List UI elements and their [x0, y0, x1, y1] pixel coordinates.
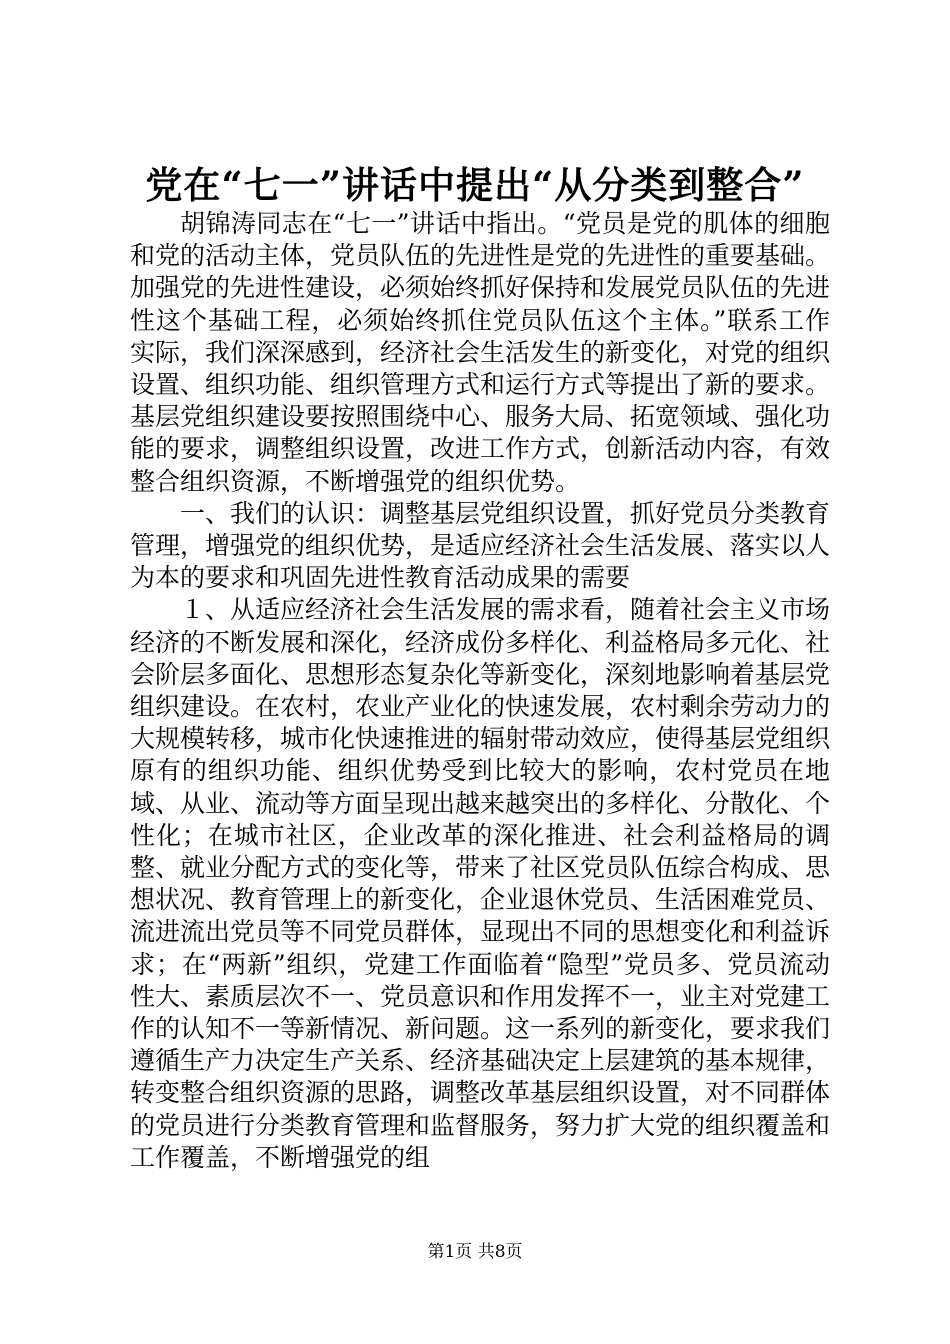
document-body: [130, 208, 830, 1174]
paragraph-section-heading: 一、我们的认识：调整基层党组织设置，抓好党员分类教育管理，增强党的组织优势，是适应经济社会生活发展、落实以人为本的要求和巩固先进性教育活动成果的需要: [130, 498, 831, 593]
page-number-footer: 第1页 共8页: [427, 1242, 523, 1262]
paragraph-intro: 胡锦涛同志在“七一”讲话中指出。“党员是党的肌体的细胞和党的活动主体，党员队伍的先进性是党的先进性的重要基础。加强党的先进性建设，必须始终抓好保持和发展党员队伍的先进性这个基础工程，必须始终抓住党员队伍这个主体。”联系工作实际，我们深深感到，经济社会生活发生的新变化，对党的组织设置、组织功能、组织管理方式和运行方式等提出了新的要求。基层党组织建设要按照围绕中心、服务大局、拓宽领域、强化功能的要求，调整组织设置，改进工作方式，创新活动内容，有效整合组织资源，不断增强党的组织优势。: [130, 209, 831, 496]
paragraph-point-1: １、从适应经济社会生活发展的需求看，随着社会主义市场经济的不断发展和深化，经济成份多样化、利益格局多元化、社会阶层多面化、思想形态复杂化等新变化，深刻地影响着基层党组织建设。在农村，农业产业化的快速发展，农村剩余劳动力的大规模转移，城市化快速推进的辐射带动效应，使得基层党组织原有的组织功能、组织优势受到比较大的影响，农村党员在地域、从业、流动等方面呈现出越来越突出的多样化、分散化、个性化；在城市社区，企业改革的深化推进、社会利益格局的调整、就业分配方式的变化等，带来了社区党员队伍综合构成、思想状况、教育管理上的新变化，企业退休党员、生活困难党员、流进流出党员等不同党员群体，显现出不同的思想变化和利益诉求；在“两新”组织，党建工作面临着“隐型”党员多、党员流动性大、素质层次不一、党员意识和作用发挥不一，业主对党建工作的认知不一等新情况、新问题。这一系列的新变化，要求我们遵循生产力决定生产关系、经济基础决定上层建筑的基本规律，转变整合组织资源的思路，调整改革基层组织设置，对不同群体的党员进行分类教育管理和监督服务，努力扩大党的组织覆盖和工作覆盖，不断增强党的组: [130, 595, 831, 1172]
document-title: 党在“七一”讲话中提出“从分类到整合”: [145, 163, 805, 207]
